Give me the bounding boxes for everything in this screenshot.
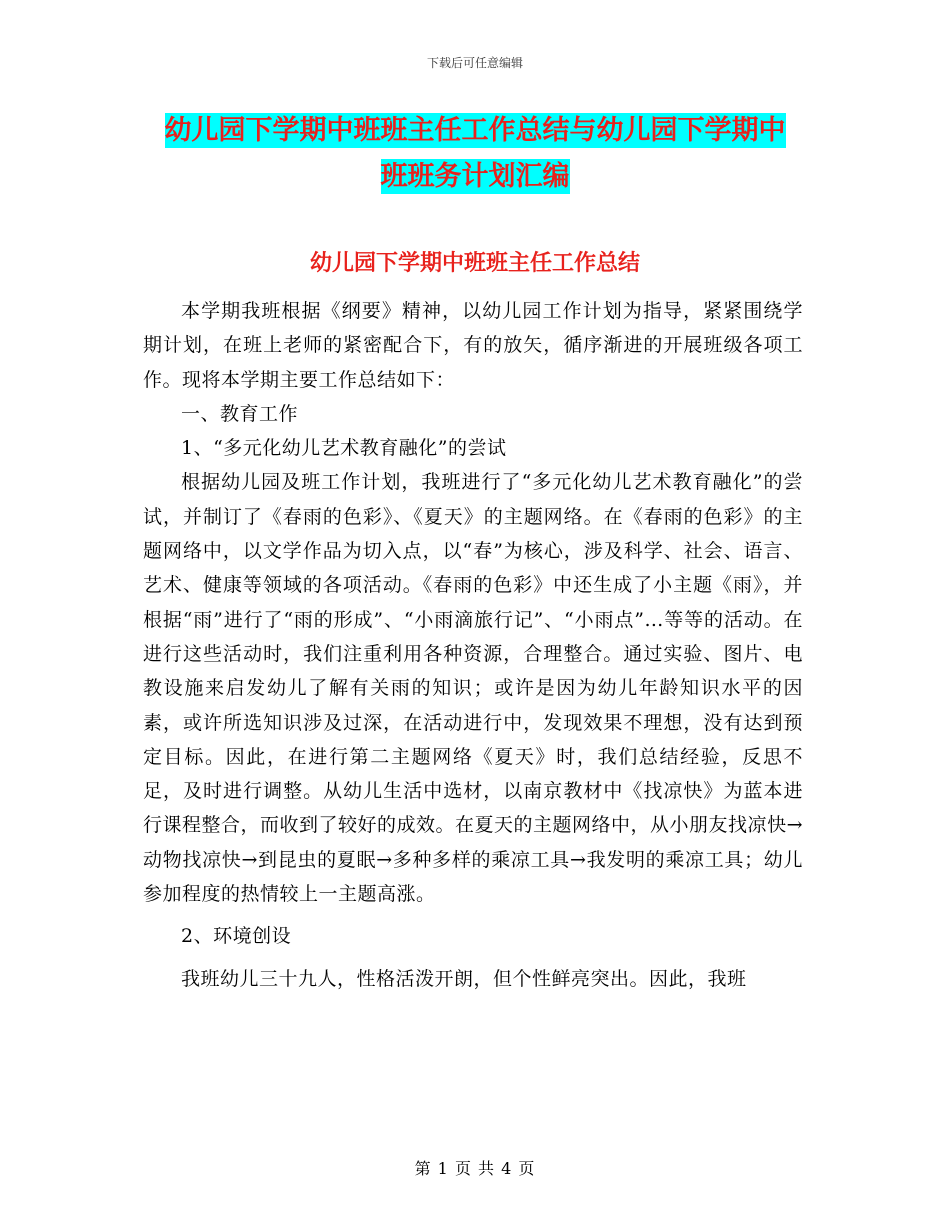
main-title-line-1: 幼儿园下学期中班班主任工作总结与幼儿园下学期中	[164, 115, 786, 146]
main-title	[140, 108, 810, 200]
heading-environment: 2、环境创设	[181, 925, 292, 948]
paragraph-art-education: 根据幼儿园及班工作计划，我班进行了“多元化幼儿艺术教育融化”的尝试，并制订了《春雨的色彩》、《夏天》的主题网络。在《春雨的色彩》的主题网络中，以文学作品为切入点，以“春”为核心，涉及科学、社会、语言、艺术、健康等领域的各项活动。《春雨的色彩》中还生成了小主题《雨》，并根据“雨”进行了“雨的形成”、“小雨滴旅行记”、“小雨点”…等等的活动。在进行这些活动时，我们注重利用各种资源，合理整合。通过实验、图片、电教设施来启发幼儿了解有关雨的知识；或许是因为幼儿年龄知识水平的因素，或许所选知识涉及过深，在活动进行中，发现效果不理想，没有达到预定目标。因此，在进行第二主题网络《夏天》时，我们总结经验，反思不足，及时进行调整。从幼儿生活中选材，以南京教材中《找凉快》为蓝本进行课程整合，而收到了较好的成效。在夏天的主题网络中，从小朋友找凉快→动物找凉快→到昆虫的夏眠→多种多样的乘凉工具→我发明的乘凉工具；幼儿参加程度的热情较上一主题高涨。	[143, 471, 803, 906]
heading-education-work: 一、教育工作	[181, 402, 299, 425]
page-footer: 第 1 页 共 4 页	[414, 1159, 536, 1178]
paragraph-environment: 我班幼儿三十九人，性格活泼开朗，但个性鲜亮突出。因此，我班	[181, 967, 747, 990]
section-title: 幼儿园下学期中班班主任工作总结	[309, 251, 640, 276]
header-note: 下载后可任意编辑	[426, 56, 523, 70]
paragraph-intro: 本学期我班根据《纲要》精神，以幼儿园工作计划为指导，紧紧围绕学期计划，在班上老师的紧密配合下，有的放矢，循序渐进的开展班级各项工作。现将本学期主要工作总结如下：	[143, 300, 803, 391]
main-title-line-2: 班班务计划汇编	[380, 161, 570, 192]
body-text	[143, 294, 803, 996]
heading-art-education: 1、“多元化幼儿艺术教育融化”的尝试	[181, 437, 507, 460]
